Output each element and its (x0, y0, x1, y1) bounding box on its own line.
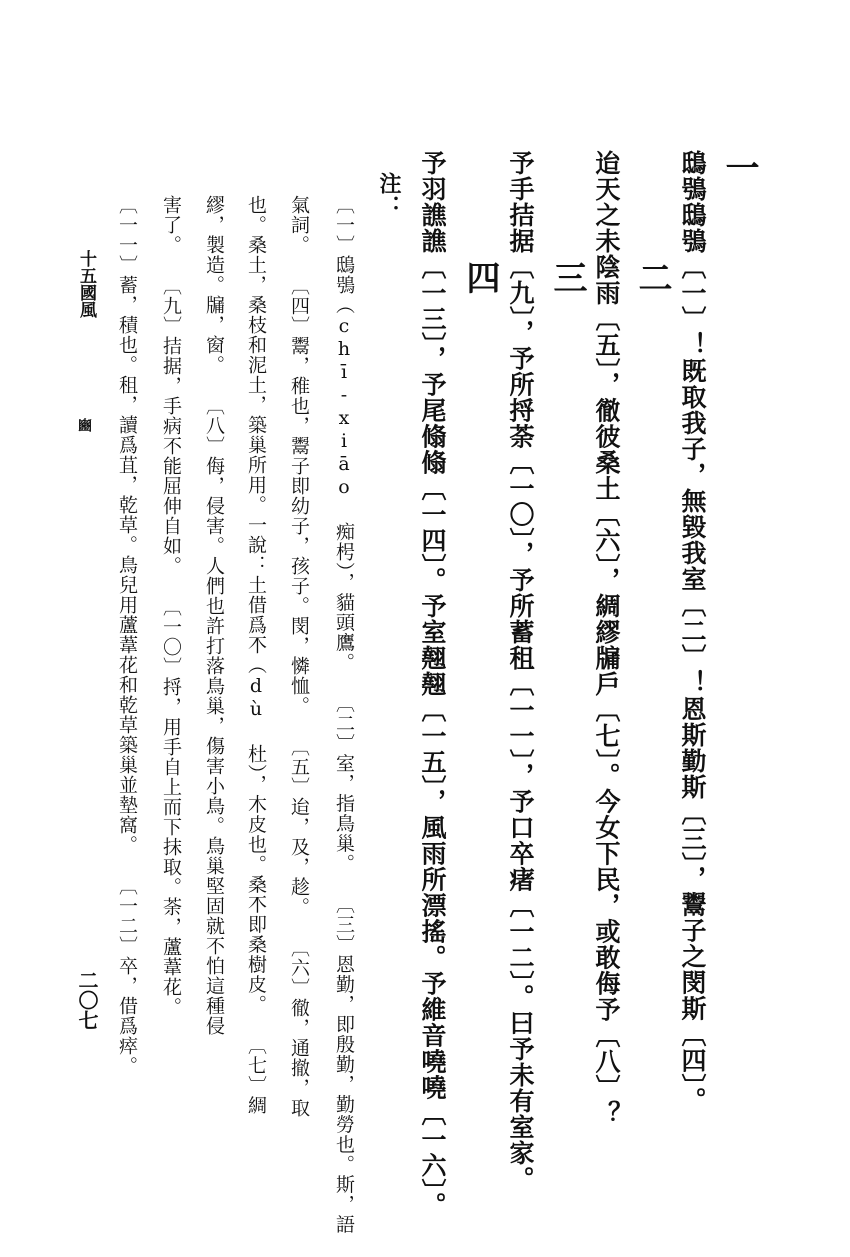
stanza-4-text: 予羽譙譙〔一三〕，予尾翛翛〔一四〕。予室翹翹〔一五〕，風雨所漂搖。予維音嘵嘵〔一六〕。 (418, 150, 447, 1218)
stanza-2-number: 二 (632, 260, 672, 294)
stanza-2-text: 迨天之未陰雨〔五〕，徹彼桑土〔六〕，綢繆牖戶〔七〕。今女下民，或敢侮予〔八〕？ (592, 150, 621, 1127)
notes-label: 注： (376, 172, 402, 218)
note-line-3: 也。桑土，桑枝和泥土，築巢所用。一說：土借爲𣎴（dù 杜），木皮也。桑𣎴即桑樹皮。 〔七〕綢 (245, 195, 267, 1116)
running-head-sub: 豳 (76, 418, 92, 432)
stanza-3-number: 三 (547, 260, 587, 294)
note-line-4: 繆，製造。牖，窗。 〔八〕侮，侵害。人們也許打落鳥巢，傷害小鳥。鳥巢堅固就不怕這種侵 (203, 195, 225, 1036)
running-head-section: 十五國風 (76, 250, 96, 318)
note-line-2: 氣詞。 〔四〕鬻，稚也，鬻子即幼子，孩子。閔，憐恤。 〔五〕迨，及，趁。 〔六〕徹，通撤，取 (288, 195, 310, 1118)
stanza-3-text: 予手拮据〔九〕，予所捋荼〔一〇〕，予所蓄租〔一一〕，予口卒瘏〔一二〕。曰予未有室家。 (506, 150, 535, 1192)
stanza-1-number: 一 (719, 150, 759, 184)
stanza-4-number: 四 (460, 260, 500, 294)
page-number: 二〇七 (75, 970, 99, 1030)
note-line-5: 害了。 〔九〕拮据，手病不能屈伸自如。 〔一〇〕捋，用手自上而下抹取。荼，蘆葦花。 (160, 195, 182, 1017)
stanza-1-text: 鴟鴞鴟鴞〔一〕！既取我子，無毀我室〔二〕！恩斯勤斯〔三〕，鬻子之閔斯〔四〕。 (678, 150, 707, 1113)
note-line-1: 〔一〕鴟鴞（chī-xiāo 痴枵），貓頭鷹。 〔二〕室，指鳥巢。 〔三〕恩勤，即殷勤，勤勞也。斯，語 (333, 195, 355, 1235)
note-line-6: 〔一一〕蓄，積也。租，讀爲苴，乾草。鳥兒用蘆葦花和乾草築巢並墊窩。 〔一二〕卒，借爲瘁。 (116, 195, 138, 1076)
